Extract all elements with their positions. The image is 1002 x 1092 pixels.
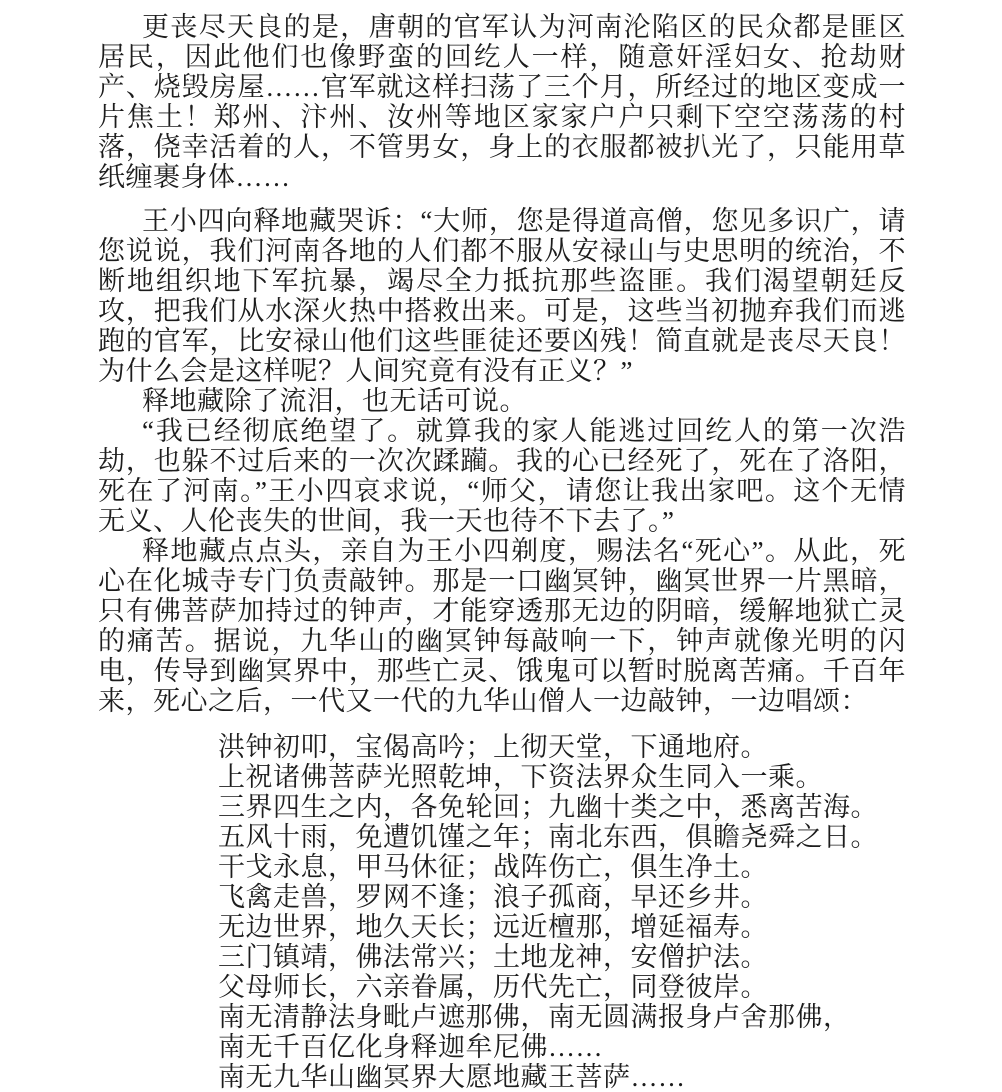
chant-line: 南无九华山幽冥界大愿地藏王菩萨…… bbox=[218, 1062, 686, 1092]
chant-line: 洪钟初叩，宝偈高吟；上彻天堂，下通地府。 bbox=[218, 732, 768, 762]
chant-line: 上祝诸佛菩萨光照乾坤，下资法界众生同入一乘。 bbox=[218, 762, 823, 792]
chant-line: 三门镇靖，佛法常兴；土地龙神，安僧护法。 bbox=[218, 942, 768, 972]
paragraph-tonsure-bell: 释地藏点点头，亲自为王小四剃度，赐法名“死心”。从此，死心在化城寺专门负责敲钟。那是一口幽冥钟，幽冥世界一片黑暗，只有佛菩萨加持过的钟声，才能穿透那无边的阴暗，缓解地狱亡灵的痛苦。据说，九华山的幽冥钟每敲响一下，钟声就像光明的闪电，传导到幽冥界中，那些亡灵、饿鬼可以暂时脱离苦痛。千百年来，死心之后，一代又一代的九华山僧人一边敲钟，一边唱颂： bbox=[98, 536, 906, 716]
chant-line: 无边世界，地久天长；远近檀那，增延福寿。 bbox=[218, 912, 768, 942]
paragraph-despair-quote: “我已经彻底绝望了。就算我的家人能逃过回纥人的第一次浩劫，也躲不过后来的一次次蹂躏。我的心已经死了，死在了洛阳，死在了河南。”王小四哀求说，“师父，请您让我出家吧。这个无情无义、人伦丧失的世间，我一天也待不下去了。” bbox=[98, 416, 906, 536]
chant-line: 三界四生之内，各免轮回；九幽十类之中，悉离苦海。 bbox=[218, 792, 878, 822]
chant-block bbox=[98, 732, 906, 1092]
paragraph-officers-atrocity: 更丧尽天良的是，唐朝的官军认为河南沦陷区的民众都是匪区居民，因此他们也像野蛮的回纥人一样，随意奸淫妇女、抢劫财产、烧毁房屋……官军就这样扫荡了三个月，所经过的地区变成一片焦土！郑州、汴州、汝州等地区家家户户只剩下空空荡荡的村落，侥幸活着的人，不管男女，身上的衣服都被扒光了，只能用草纸缠裹身体…… bbox=[98, 12, 906, 192]
chant-line: 五风十雨，免遭饥馑之年；南北东西，俱瞻尧舜之日。 bbox=[218, 822, 878, 852]
paragraph-monk-silent: 释地藏除了流泪，也无话可说。 bbox=[142, 386, 527, 416]
body-text bbox=[98, 12, 906, 716]
chant-line: 南无清静法身毗卢遮那佛，南无圆满报身卢舍那佛， bbox=[218, 1002, 851, 1032]
chant-line: 父母师长，六亲眷属，历代先亡，同登彼岸。 bbox=[218, 972, 768, 1002]
chant-line: 飞禽走兽，罗网不逢；浪子孤商，早还乡井。 bbox=[218, 882, 768, 912]
paragraph-wangxiaosi-plea: 王小四向释地藏哭诉：“大师，您是得道高僧，您见多识广，请您说说，我们河南各地的人们都不服从安禄山与史思明的统治，不断地组织地下军抗暴，竭尽全力抵抗那些盗匪。我们渴望朝廷反攻，把我们从水深火热中搭救出来。可是，这些当初抛弃我们而逃跑的官军，比安禄山他们这些匪徒还要凶残！简直就是丧尽天良！为什么会是这样呢？人间究竟有没有正义？” bbox=[98, 206, 906, 386]
chant-line: 干戈永息，甲马休征；战阵伤亡，俱生净土。 bbox=[218, 852, 768, 882]
chant-line: 南无千百亿化身释迦牟尼佛…… bbox=[218, 1032, 603, 1062]
